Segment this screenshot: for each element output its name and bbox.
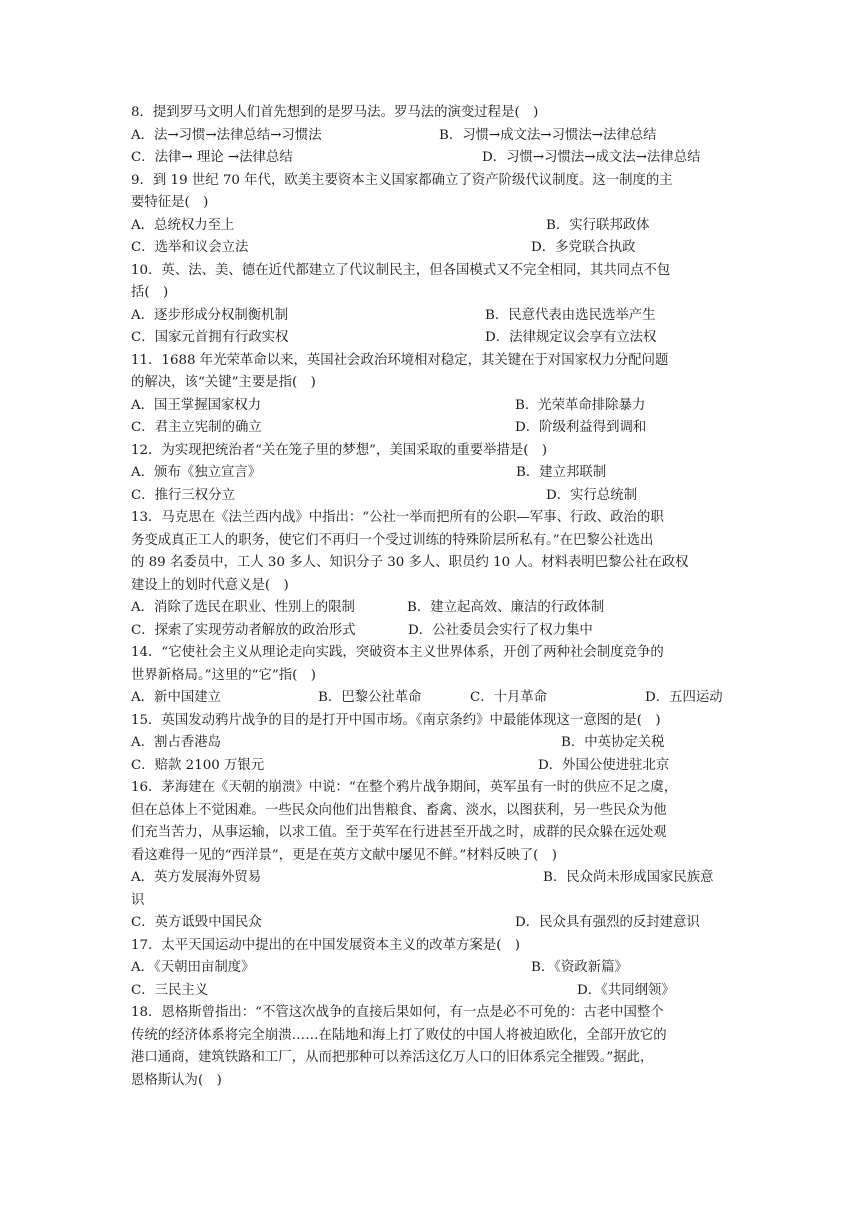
question-stem: 们充当苦力，从事运输，以求工值。至于英军在行进甚至开战之时，成群的民众躲在远处观: [131, 825, 667, 840]
question-stem: 恩格斯认为( ): [131, 1072, 222, 1088]
option-row: [131, 687, 731, 710]
option-c[interactable]: C．三民主义: [131, 982, 209, 998]
option-c[interactable]: C．十月革命: [470, 690, 548, 705]
option-a[interactable]: A．新中国建立: [131, 690, 222, 705]
option-a[interactable]: A．法→习惯→法律总结→习惯法: [131, 127, 322, 143]
question-8: [131, 102, 731, 170]
question-11: [131, 350, 731, 440]
option-d[interactable]: D．五四运动: [645, 690, 723, 705]
question-stem: 17．太平天国运动中提出的在中国发展资本主义的改革方案是( ): [131, 937, 521, 953]
option-row: [131, 867, 731, 890]
option-c[interactable]: C．法律→ 理论 →法律总结: [131, 150, 293, 165]
question-stem: 11．1688 年光荣革命以来，英国社会政治环境相对稳定，其关键在于对国家权力分配问题: [131, 352, 669, 368]
question-stem: 要特征是( ): [131, 195, 209, 210]
question-stem: 的 89 名委员中，工人 30 多人、知识分子 30 多人、职员约 10 人。材料表明巴黎公社在政权: [131, 555, 689, 570]
option-b[interactable]: B．《资政新篇》: [531, 960, 628, 975]
option-row: [131, 395, 731, 418]
option-b[interactable]: B．建立起高效、廉洁的行政体制: [407, 600, 605, 615]
question-stem: 9．到 19 世纪 70 年代，欧美主要资本主义国家都确立了资产阶级代议制度。这一制度的主: [131, 172, 673, 188]
option-a[interactable]: A．颁布《独立宣言》: [131, 465, 262, 480]
option-row: [131, 125, 731, 148]
question-9: [131, 170, 731, 260]
option-d[interactable]: D．实行总统制: [546, 487, 638, 503]
option-c[interactable]: C．国家元首拥有行政实权: [131, 330, 289, 345]
question-stem: 8．提到罗马文明人们首先想到的是罗马法。罗马法的演变过程是( ): [131, 105, 539, 120]
option-a[interactable]: A．总统权力至上: [131, 217, 235, 233]
option-b[interactable]: B．实行联邦政体: [546, 217, 650, 233]
option-d[interactable]: D．多党联合执政: [531, 240, 636, 255]
option-d[interactable]: D．民众具有强烈的反封建意识: [515, 915, 700, 930]
option-a[interactable]: A．逐步形成分权制衡机制: [131, 307, 288, 323]
option-row: [131, 215, 731, 238]
question-16: [131, 777, 731, 935]
option-b[interactable]: B．民众尚未形成国家民族意: [543, 870, 714, 885]
option-row: [131, 620, 731, 643]
option-c[interactable]: C．英方诋毁中国民众: [131, 915, 262, 930]
question-stem: 建设上的划时代意义是( ): [131, 577, 289, 593]
option-c[interactable]: C．推行三权分立: [131, 487, 235, 503]
option-b[interactable]: B．中英协定关税: [561, 735, 665, 750]
option-c[interactable]: C．君主立宪制的确立: [131, 420, 262, 435]
option-row: [131, 957, 731, 980]
question-12: [131, 440, 731, 508]
option-row: [131, 237, 731, 260]
option-b[interactable]: B．习惯→成文法→习惯法→法律总结: [439, 127, 657, 143]
question-13: [131, 507, 731, 642]
option-c[interactable]: C．探索了实现劳动者解放的政治形式: [131, 622, 356, 638]
option-row: [131, 327, 731, 350]
question-stem: 15．英国发动鸦片战争的目的是打开中国市场。《南京条约》中最能体现这一意图的是( ): [131, 712, 661, 728]
option-row: [131, 732, 731, 755]
question-10: [131, 260, 731, 350]
question-stem: 括( ): [131, 285, 169, 300]
question-stem: 12．为实现把统治者“关在笼子里的梦想”，美国采取的重要举措是( ): [131, 442, 548, 458]
question-stem: 14．“它使社会主义从理论走向实践，突破资本主义世界体系，开创了两种社会制度竞争的: [131, 645, 664, 660]
option-b[interactable]: B．巴黎公社革命: [318, 690, 422, 705]
option-c[interactable]: C．赔款 2100 万银元: [131, 757, 265, 773]
option-row: [131, 417, 731, 440]
question-stem: 的解决，该“关键”主要是指( ): [131, 375, 316, 390]
question-stem: 看这难得一见的“西洋景”，更是在英方文献中屡见不鲜。”材料反映了( ): [131, 847, 558, 863]
question-stem: 传统的经济体系将完全崩溃……在陆地和海上打了败仗的中国人将被迫欧化，全部开放它的: [131, 1027, 667, 1043]
option-b[interactable]: B．建立邦联制: [516, 465, 607, 480]
option-a[interactable]: A．《天朝田亩制度》: [131, 960, 255, 975]
option-row: [131, 912, 731, 935]
option-row: [131, 462, 731, 485]
option-c[interactable]: C．选举和议会立法: [131, 240, 249, 255]
option-b-continued: 识: [131, 892, 145, 908]
option-row: [131, 305, 731, 328]
option-row: [131, 980, 731, 1003]
question-stem: 10．英、法、美、德在近代都建立了代议制民主，但各国模式又不完全相同，其共同点不包: [131, 262, 671, 278]
question-17: [131, 935, 731, 1003]
question-15: [131, 710, 731, 778]
option-row: [131, 485, 731, 508]
question-stem: 世界新格局。”这里的“它”指( ): [131, 667, 316, 683]
question-stem: 18．恩格斯曾指出：“不管这次战争的直接后果如何，有一点是必不可免的：古老中国整个: [131, 1005, 664, 1020]
option-row: [131, 597, 731, 620]
option-b[interactable]: B．民意代表由选民选举产生: [485, 307, 656, 323]
option-d[interactable]: D．《共同纲领》: [577, 982, 675, 998]
option-row: [131, 147, 731, 170]
question-stem: 16．茅海建在《天朝的崩溃》中说：“在整个鸦片战争期间，英军虽有一时的供应不足之虞，: [131, 780, 678, 795]
exam-page: [131, 102, 731, 1092]
question-stem: 务变成真正工人的职务，使它们不再归一个受过训练的特殊阶层所私有。”在巴黎公社选出: [131, 532, 654, 548]
option-b[interactable]: B．光荣革命排除暴力: [515, 397, 646, 413]
option-a[interactable]: A．割占香港岛: [131, 735, 222, 750]
option-a[interactable]: A．消除了选民在职业、性别上的限制: [131, 600, 355, 615]
option-row: [131, 890, 731, 913]
question-18: [131, 1002, 731, 1092]
question-stem: 但在总体上不觉困难。一些民众向他们出售粮食、畜禽、淡水，以图获利，另一些民众为他: [131, 802, 667, 818]
question-stem: 港口通商，建筑铁路和工厂，从而把那种可以养活这亿万人口的旧体系完全摧毁。”据此，: [131, 1050, 654, 1065]
option-d[interactable]: D．习惯→习惯法→成文法→法律总结: [482, 150, 701, 165]
option-d[interactable]: D．公社委员会实行了权力集中: [408, 622, 593, 638]
option-a[interactable]: A．国王掌握国家权力: [131, 397, 262, 413]
question-14: [131, 642, 731, 710]
option-row: [131, 755, 731, 778]
option-a[interactable]: A．英方发展海外贸易: [131, 870, 262, 885]
question-stem: 13．马克思在《法兰西内战》中指出：“公社一举而把所有的公职—军事、行政、政治的职: [131, 510, 664, 525]
option-d[interactable]: D．法律规定议会享有立法权: [485, 330, 657, 345]
option-d[interactable]: D．外国公使进驻北京: [538, 757, 670, 773]
option-d[interactable]: D．阶级利益得到调和: [515, 420, 647, 435]
